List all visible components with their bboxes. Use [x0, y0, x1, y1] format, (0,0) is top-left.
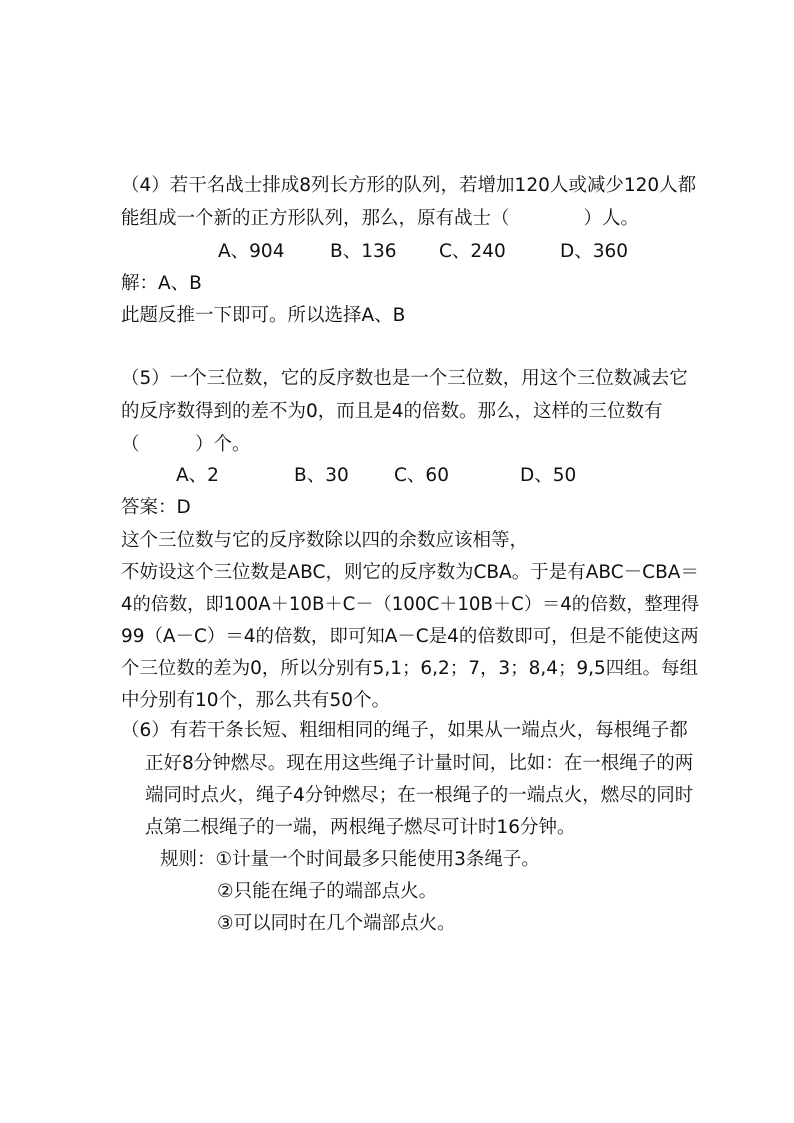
q4-line-1: （4）若干名战士排成8列长方形的队列，若增加120人或减少120人都	[121, 175, 697, 196]
q5-line-3: （ ）个。	[121, 434, 251, 455]
q5-explanation-2: 不妨设这个三位数是ABC，则它的反序数为CBA。于是有ABC－CBA＝	[121, 562, 699, 583]
q6-line-1: （6）有若干条长短、粗细相同的绳子，如果从一端点火，每根绳子都	[121, 720, 688, 741]
q6-rule-1: 规则：①计量一个时间最多只能使用3条绳子。	[160, 849, 540, 870]
q4-line-2: 能组成一个新的正方形队列，那么，原有战士（ ）人。	[121, 208, 640, 229]
q5-option-d: D、50	[520, 465, 577, 486]
q6-line-4: 点第二根绳子的一端，两根绳子燃尽可计时16分钟。	[145, 817, 576, 838]
q5-answer: 答案：D	[121, 497, 191, 518]
q5-line-1: （5）一个三位数，它的反序数也是一个三位数，用这个三位数减去它	[121, 368, 688, 389]
q5-line-2: 的反序数得到的差不为0，而且是4的倍数。那么，这样的三位数有	[121, 401, 663, 422]
q5-option-b: B、30	[294, 465, 349, 486]
q6-rule-2: ②只能在绳子的端部点火。	[217, 881, 438, 902]
q4-option-b: B、136	[330, 241, 397, 262]
q5-explanation-6: 中分别有10个，那么共有50个。	[121, 690, 391, 711]
q6-line-3: 端同时点火，绳子4分钟燃尽；在一根绳子的一端点火，燃尽的同时	[145, 785, 694, 806]
q6-rule-3: ③可以同时在几个端部点火。	[217, 913, 456, 934]
q5-explanation-4: 99（A－C）＝4的倍数，即可知A－C是4的倍数即可，但是不能使这两	[121, 626, 699, 647]
q5-option-a: A、2	[176, 465, 219, 486]
q5-explanation-5: 个三位数的差为0，所以分别有5,1；6,2；7，3；8,4；9,5四组。每组	[121, 658, 699, 679]
q5-option-c: C、60	[394, 465, 449, 486]
q5-explanation-3: 4的倍数，即100A＋10B＋C－（100C＋10B＋C）＝4的倍数，整理得	[121, 594, 699, 615]
q6-line-2: 正好8分钟燃尽。现在用这些绳子计量时间，比如：在一根绳子的两	[145, 753, 694, 774]
q4-explanation: 此题反推一下即可。所以选择A、B	[121, 305, 406, 326]
q4-option-d: D、360	[560, 241, 629, 262]
q4-option-a: A、904	[218, 241, 285, 262]
q5-explanation-1: 这个三位数与它的反序数除以四的余数应该相等，	[121, 530, 529, 551]
q4-answer: 解：A、B	[121, 273, 202, 294]
q4-option-c: C、240	[439, 241, 506, 262]
